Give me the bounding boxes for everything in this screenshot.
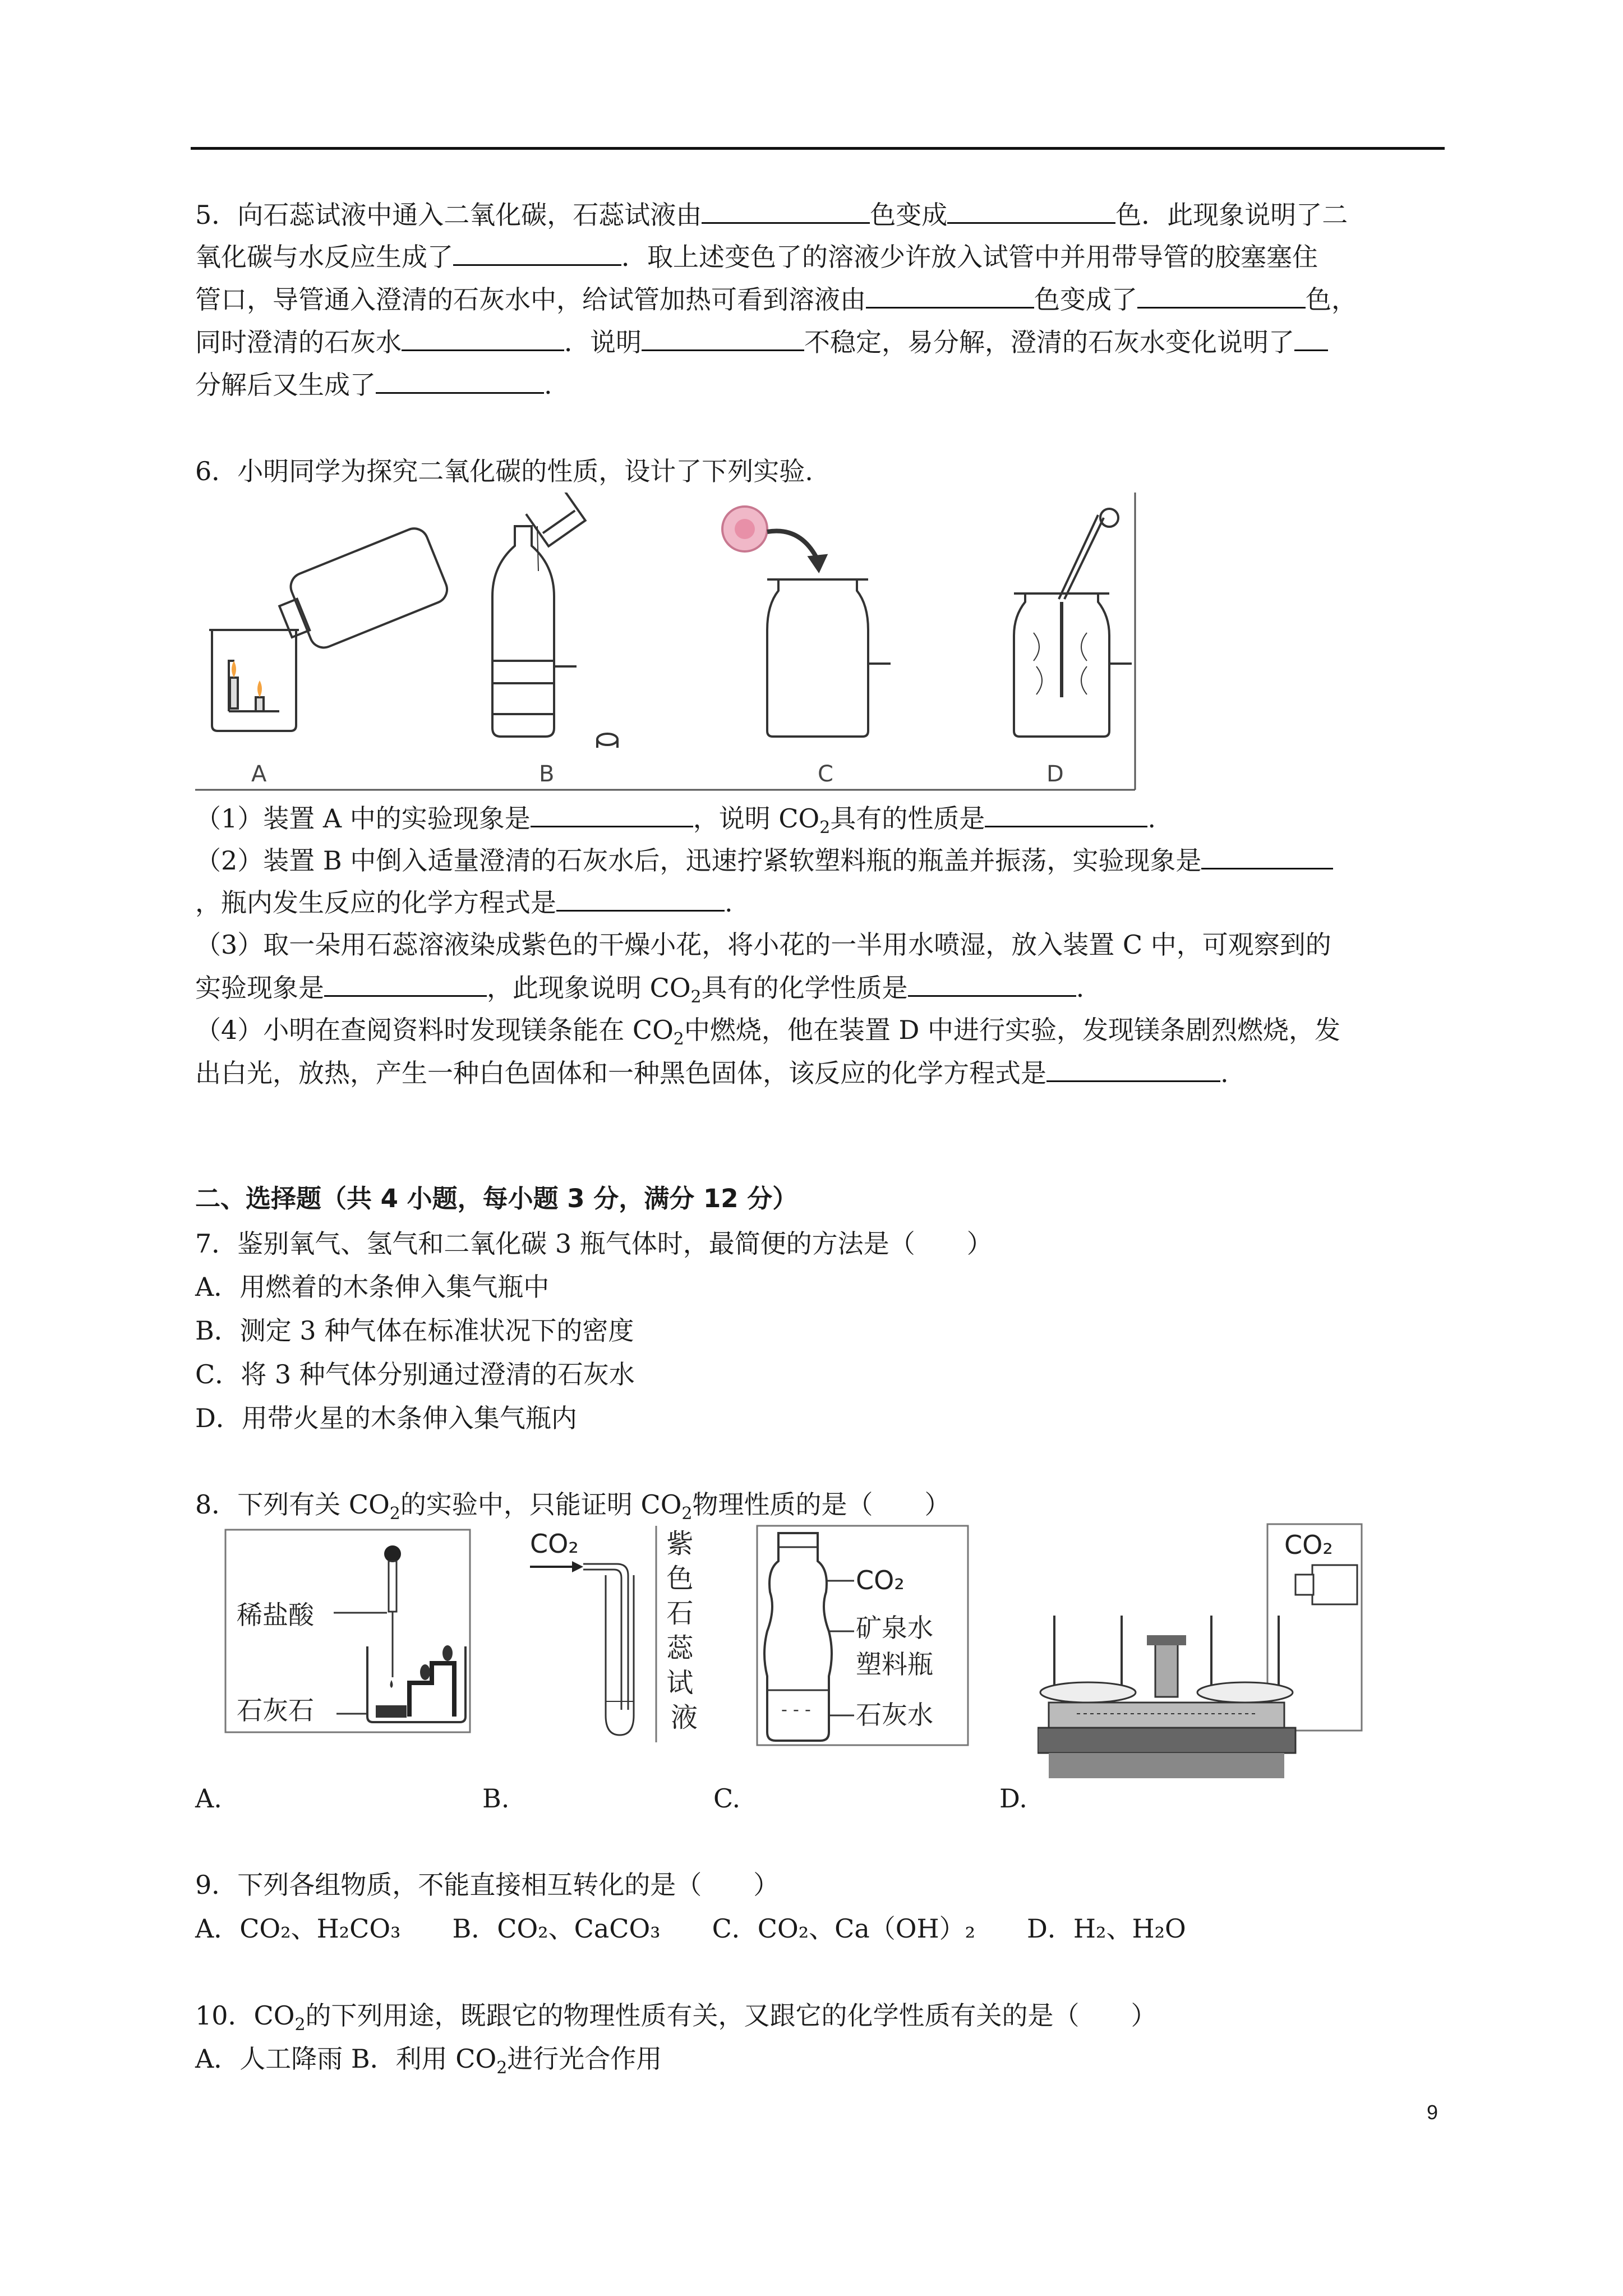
q8-figure-a xyxy=(224,1529,471,1733)
q5-line-1: 5．向石蕊试液中通入二氧化碳，石蕊试液由 色变成 色．此现象说明了二 xyxy=(195,197,1348,232)
q6-part-3-line-2: 实验现象是 ，此现象说明 $CO_2$具有的化学性质是 . xyxy=(195,970,1084,1014)
label-c: C xyxy=(818,761,833,787)
q9-options: A．CO₂、H₂CO₃ B．CO₂、CaCO₃ C．CO₂、Ca（OH）₂ D．H₂、H₂O xyxy=(195,1913,1186,1944)
label-b: B xyxy=(539,761,555,787)
co2-label: CO₂ xyxy=(856,1565,905,1595)
q8-figure-d xyxy=(1038,1523,1363,1784)
setup-b xyxy=(492,493,617,748)
answer-blank xyxy=(866,282,1034,309)
limewater-label: 石灰水 xyxy=(856,1700,933,1730)
q5-line-2: 氧化碳与水反应生成了 ．取上述变色了的溶液少许放入试管中并用带导管的胶塞塞住 xyxy=(195,240,1318,274)
page-number: 9 xyxy=(1426,2101,1438,2124)
q8-option-a: A. xyxy=(195,1783,222,1814)
label-d: D xyxy=(1046,761,1064,787)
answer-blank xyxy=(908,970,1076,997)
setup-a xyxy=(209,524,451,731)
header-rule xyxy=(191,147,1445,150)
plastic-bottle-label: 塑料瓶 xyxy=(856,1649,933,1680)
section-2-title: 二、选择题（共 4 小题，每小题 3 分，满分 12 分） xyxy=(195,1184,798,1213)
answer-blank xyxy=(453,240,621,266)
q10-stem: 10．$CO_2$的下列用途，既跟它的物理性质有关，又跟它的化学性质有关的是（ ） xyxy=(195,2000,1157,2035)
q6-part-1: （1）装置 A 中的实验现象是 ，说明 $CO_2$具有的性质是 . xyxy=(195,801,1156,845)
q6-part-4-line-1: （4）小明在查阅资料时发现镁条能在 $CO_2$中燃烧，他在装置 D 中进行实验，发现镁条剧烈燃烧，发 xyxy=(195,1015,1341,1049)
answer-blank xyxy=(531,801,693,827)
answer-blank xyxy=(702,197,870,224)
limestone-label: 石灰石 xyxy=(237,1695,314,1726)
q6-part-2-line-1: （2）装置 B 中倒入适量澄清的石灰水后，迅速拧紧软塑料瓶的瓶盖并振荡，实验现象是 xyxy=(195,843,1333,877)
answer-blank xyxy=(1137,282,1306,309)
answer-blank xyxy=(1201,843,1333,869)
answer-blank xyxy=(1294,325,1328,351)
q7-option-a: A．用燃着的木条伸入集气瓶中 xyxy=(195,1272,550,1302)
q5-line-5: 分解后又生成了 . xyxy=(195,367,552,402)
answer-blank xyxy=(402,325,564,351)
q6-stem: 6．小明同学为探究二氧化碳的性质，设计了下列实验. xyxy=(195,456,813,486)
q8-stem: 8．下列有关 $CO_2$的实验中，只能证明 $CO_2$物理性质的是（ ） xyxy=(195,1489,951,1524)
q8-option-d: D. xyxy=(999,1783,1027,1814)
answer-blank xyxy=(376,367,544,394)
answer-blank xyxy=(947,197,1115,224)
mineral-water-label: 矿泉水 xyxy=(856,1613,933,1643)
q7-option-c: C．将 3 种气体分别通过澄清的石灰水 xyxy=(195,1359,635,1389)
co2-label: CO₂ xyxy=(1284,1530,1333,1560)
answer-blank xyxy=(1046,1056,1220,1082)
answer-blank xyxy=(985,801,1147,827)
co2-label: CO₂ xyxy=(530,1529,579,1559)
setup-c xyxy=(722,507,891,737)
answer-blank xyxy=(324,970,487,997)
q5-line-4: 同时澄清的石灰水 ．说明 不稳定，易分解，澄清的石灰水变化说明了 xyxy=(195,325,1328,359)
svg-text:- - -: - - - xyxy=(781,1699,811,1720)
q7-stem: 7．鉴别氧气、氢气和二氧化碳 3 瓶气体时，最简便的方法是（ ） xyxy=(195,1228,993,1259)
acid-label: 稀盐酸 xyxy=(237,1600,314,1630)
q6-part-3-line-1: （3）取一朵用石蕊溶液染成紫色的干燥小花，将小花的一半用水喷湿，放入装置 C 中，可观察到的 xyxy=(195,930,1331,960)
setup-d xyxy=(1014,509,1132,737)
q7-option-b: B．测定 3 种气体在标准状况下的密度 xyxy=(195,1315,634,1346)
q9-stem: 9．下列各组物质，不能直接相互转化的是（ ） xyxy=(195,1870,780,1900)
q5-line-3: 管口，导管通入澄清的石灰水中，给试管加热可看到溶液由 色变成了 色， xyxy=(195,282,1357,316)
q6-part-2-line-2: ，瓶内发生反应的化学方程式是 . xyxy=(195,885,733,919)
answer-blank xyxy=(556,885,725,912)
q7-option-d: D．用带火星的木条伸入集气瓶内 xyxy=(195,1403,577,1433)
label-a: A xyxy=(251,761,267,787)
q8-option-c: C. xyxy=(713,1783,741,1814)
q6-part-4-line-2: 出白光，放热，产生一种白色固体和一种黑色固体，该反应的化学方程式是 . xyxy=(195,1056,1229,1090)
q8-option-b: B. xyxy=(482,1783,510,1814)
answer-blank xyxy=(642,325,804,351)
q8-figure-b xyxy=(522,1525,707,1743)
q6-apparatus-figure xyxy=(195,493,1137,793)
q8-figure-c xyxy=(756,1525,969,1746)
q10-options: A．人工降雨 B．利用 $CO_2$进行光合作用 xyxy=(195,2044,662,2078)
litmus-label-vertical: 紫 色 石 蕊 试 液 xyxy=(666,1528,698,1733)
